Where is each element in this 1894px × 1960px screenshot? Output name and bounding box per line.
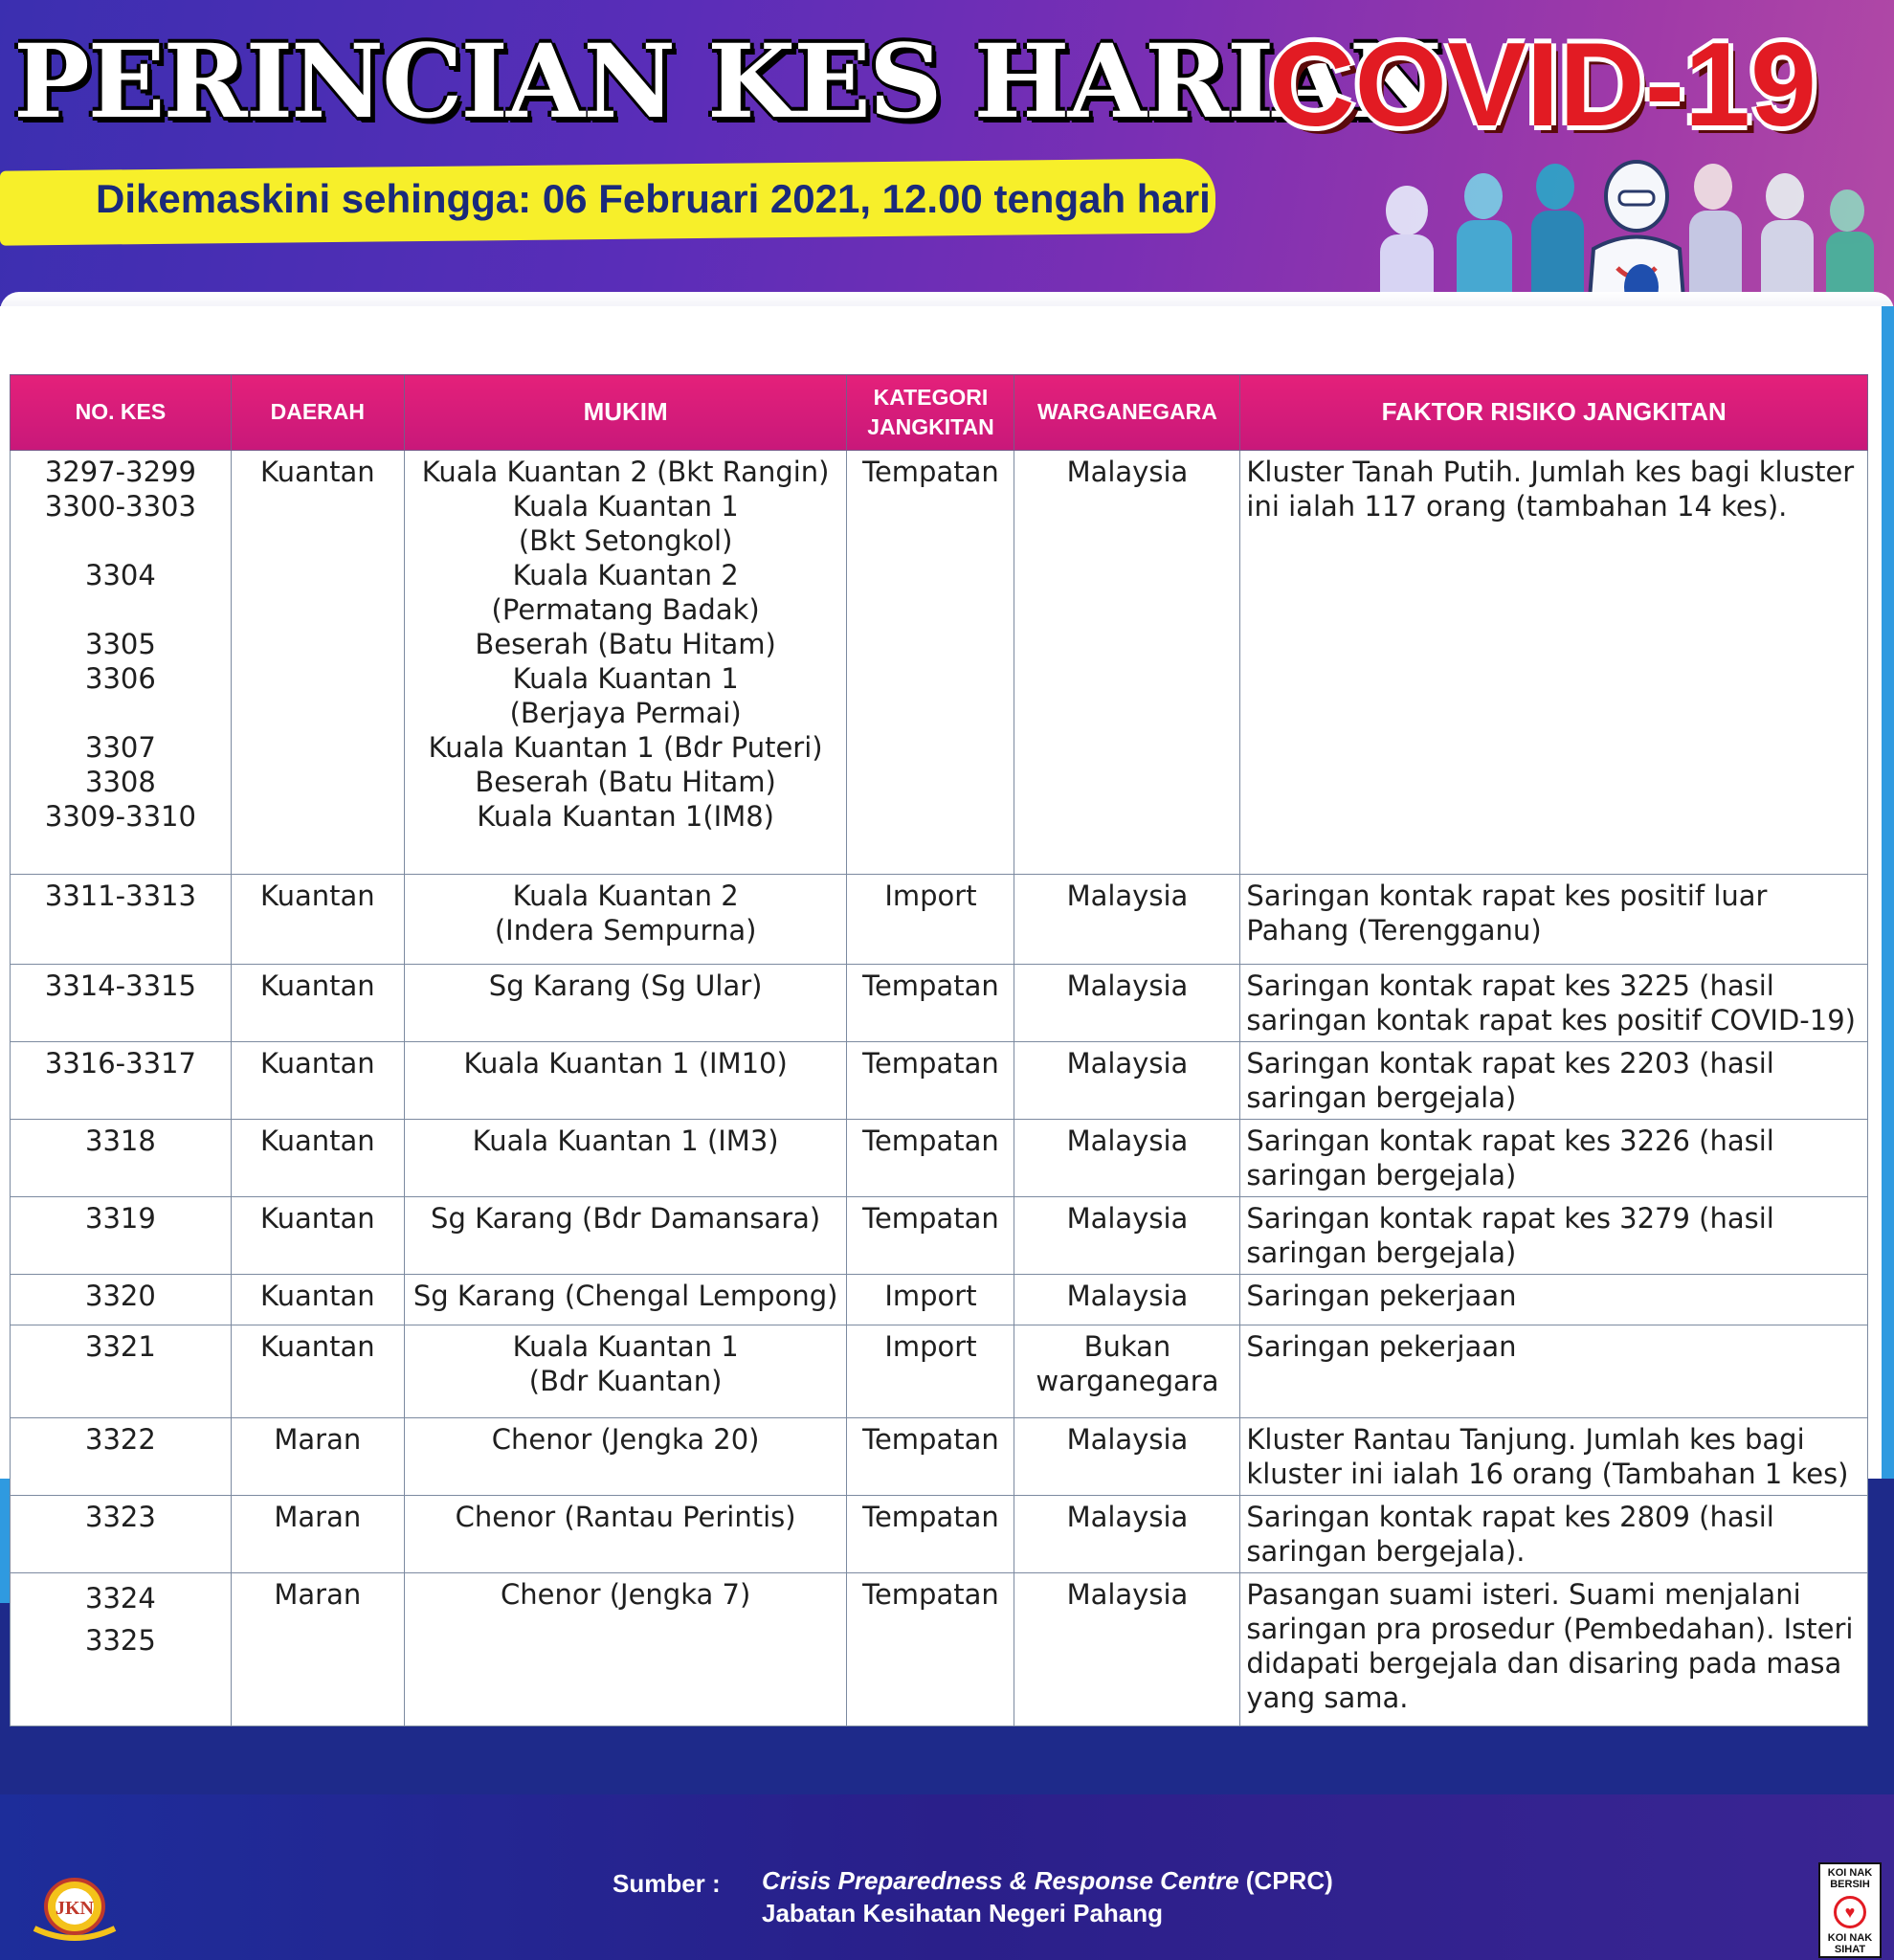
cell-faktor: Saringan kontak rapat kes 3279 (hasil saringan bergejala) [1240, 1197, 1868, 1275]
cell-faktor: Kluster Tanah Putih. Jumlah kes bagi kluster ini ialah 117 orang (tambahan 14 kes). [1240, 451, 1868, 875]
side-accent-bar [1882, 306, 1894, 1479]
cell-daerah: Kuantan [231, 1042, 404, 1120]
cell-daerah: Kuantan [231, 965, 404, 1042]
cell-warganegara: Malaysia [1014, 1042, 1240, 1120]
cell-no-kes: 3322 [11, 1418, 232, 1496]
cell-kategori: Tempatan [847, 1496, 1014, 1573]
cell-faktor: Pasangan suami isteri. Suami menjalani saringan pra prosedur (Pembedahan). Isteri didapati bergejala dan disaring pada masa yang sama. [1240, 1573, 1868, 1726]
cell-faktor: Kluster Rantau Tanjung. Jumlah kes bagi kluster ini ialah 16 orang (Tambahan 1 kes) [1240, 1418, 1868, 1496]
cell-warganegara: Malaysia [1014, 1275, 1240, 1325]
table-row [11, 1573, 1868, 1726]
cell-warganegara: Malaysia [1014, 1418, 1240, 1496]
cell-kategori: Tempatan [847, 451, 1014, 875]
cell-no-kes: 3320 [11, 1275, 232, 1325]
table-row [11, 1325, 1868, 1418]
table-row [11, 965, 1868, 1042]
cell-warganegara: Malaysia [1014, 1496, 1240, 1573]
cell-warganegara: Malaysia [1014, 1573, 1240, 1726]
cell-faktor: Saringan kontak rapat kes 3225 (hasil saringan kontak rapat kes positif COVID-19) [1240, 965, 1868, 1042]
col-header-no-kes: NO. KES [11, 375, 232, 451]
cell-mukim: Kuala Kuantan 1 (IM3) [404, 1120, 847, 1197]
page-title-highlight: COVID-19 [1269, 19, 1816, 151]
cell-no-kes: 3318 [11, 1120, 232, 1197]
cell-mukim: Kuala Kuantan 2 (Bkt Rangin) Kuala Kuantan 1 (Bkt Setongkol) Kuala Kuantan 2 (Permatang Badak) Beserah (Batu Hitam) Kuala Kuantan 1 (Berjaya Permai) Kuala Kuantan 1 (Bdr Puteri) Beserah (Batu Hitam) Kuala Kuantan 1(IM8) [404, 451, 847, 875]
col-header-warganegara: WARGANEGARA [1014, 375, 1240, 451]
cell-daerah: Maran [231, 1573, 404, 1726]
cell-mukim: Chenor (Jengka 7) [404, 1573, 847, 1726]
cell-no-kes: 3321 [11, 1325, 232, 1418]
source-department: Jabatan Kesihatan Negeri Pahang [762, 1899, 1164, 1927]
cell-faktor: Saringan pekerjaan [1240, 1275, 1868, 1325]
source-organization [762, 1866, 1333, 1896]
cell-daerah: Kuantan [231, 451, 404, 875]
case-details-table [10, 374, 1868, 1726]
cell-no-kes: 3324 3325 [11, 1573, 232, 1726]
source-org-abbr: (CPRC) [1238, 1866, 1333, 1895]
table-row [11, 1120, 1868, 1197]
cell-faktor: Saringan kontak rapat kes positif luar Pahang (Terengganu) [1240, 875, 1868, 965]
cell-no-kes: 3319 [11, 1197, 232, 1275]
col-header-faktor: FAKTOR RISIKO JANGKITAN [1240, 375, 1868, 451]
cell-daerah: Kuantan [231, 1275, 404, 1325]
cell-mukim: Chenor (Jengka 20) [404, 1418, 847, 1496]
table-row [11, 451, 1868, 875]
logo-text: JKN [56, 1898, 94, 1919]
cell-faktor: Saringan kontak rapat kes 2809 (hasil saringan bergejala). [1240, 1496, 1868, 1573]
source-label: Sumber : [613, 1869, 721, 1898]
cell-kategori: Import [847, 875, 1014, 965]
cell-kategori: Tempatan [847, 1573, 1014, 1726]
page-title: PERINCIAN KES HARIAN [13, 21, 1440, 141]
cell-mukim: Kuala Kuantan 1 (Bdr Kuantan) [404, 1325, 847, 1418]
cell-mukim: Sg Karang (Bdr Damansara) [404, 1197, 847, 1275]
source-org-name: Crisis Preparedness & Response Centre [762, 1866, 1239, 1895]
jkn-logo-icon [27, 1876, 123, 1943]
cell-daerah: Kuantan [231, 1120, 404, 1197]
cell-kategori: Import [847, 1325, 1014, 1418]
heart-icon: ♥ [1834, 1896, 1866, 1928]
cell-no-kes: 3314-3315 [11, 965, 232, 1042]
table-row [11, 1042, 1868, 1120]
cell-no-kes: 3316-3317 [11, 1042, 232, 1120]
cell-kategori: Tempatan [847, 1418, 1014, 1496]
table-row [11, 1418, 1868, 1496]
cell-faktor: Saringan kontak rapat kes 2203 (hasil saringan bergejala) [1240, 1042, 1868, 1120]
cell-kategori: Tempatan [847, 965, 1014, 1042]
cell-no-kes: 3311-3313 [11, 875, 232, 965]
cell-mukim: Kuala Kuantan 2 (Indera Sempurna) [404, 875, 847, 965]
cell-daerah: Kuantan [231, 875, 404, 965]
cell-warganegara: Malaysia [1014, 1197, 1240, 1275]
table-row [11, 1496, 1868, 1573]
badge-top-text: KOI NAK BERSIH [1827, 1867, 1873, 1890]
cell-mukim: Sg Karang (Sg Ular) [404, 965, 847, 1042]
cell-daerah: Kuantan [231, 1325, 404, 1418]
table-row [11, 1275, 1868, 1325]
table-header-row [11, 375, 1868, 451]
cell-no-kes: 3297-3299 3300-3303 3304 3305 3306 3307 3308 3309-3310 [11, 451, 232, 875]
cell-warganegara: Malaysia [1014, 875, 1240, 965]
cell-daerah: Maran [231, 1496, 404, 1573]
cell-warganegara: Bukan warganegara [1014, 1325, 1240, 1418]
cell-mukim: Chenor (Rantau Perintis) [404, 1496, 847, 1573]
cell-mukim: Kuala Kuantan 1 (IM10) [404, 1042, 847, 1120]
badge-bottom-text: KOI NAK SIHAT [1827, 1932, 1873, 1955]
cell-kategori: Tempatan [847, 1120, 1014, 1197]
col-header-kategori: KATEGORI JANGKITAN [847, 375, 1014, 451]
cell-warganegara: Malaysia [1014, 965, 1240, 1042]
cell-faktor: Saringan pekerjaan [1240, 1325, 1868, 1418]
col-header-daerah: DAERAH [231, 375, 404, 451]
cell-kategori: Tempatan [847, 1042, 1014, 1120]
cell-warganegara: Malaysia [1014, 451, 1240, 875]
cell-daerah: Maran [231, 1418, 404, 1496]
update-timestamp: Dikemaskini sehingga: 06 Februari 2021, 12.00 tengah hari [96, 176, 1211, 221]
cell-mukim: Sg Karang (Chengal Lempong) [404, 1275, 847, 1325]
table-row [11, 875, 1868, 965]
cell-no-kes: 3323 [11, 1496, 232, 1573]
cell-kategori: Tempatan [847, 1197, 1014, 1275]
cell-faktor: Saringan kontak rapat kes 3226 (hasil saringan bergejala) [1240, 1120, 1868, 1197]
cell-kategori: Import [847, 1275, 1014, 1325]
koi-nak-sihat-badge [1818, 1862, 1882, 1958]
table-row [11, 1197, 1868, 1275]
col-header-mukim: MUKIM [404, 375, 847, 451]
cell-daerah: Kuantan [231, 1197, 404, 1275]
cell-warganegara: Malaysia [1014, 1120, 1240, 1197]
